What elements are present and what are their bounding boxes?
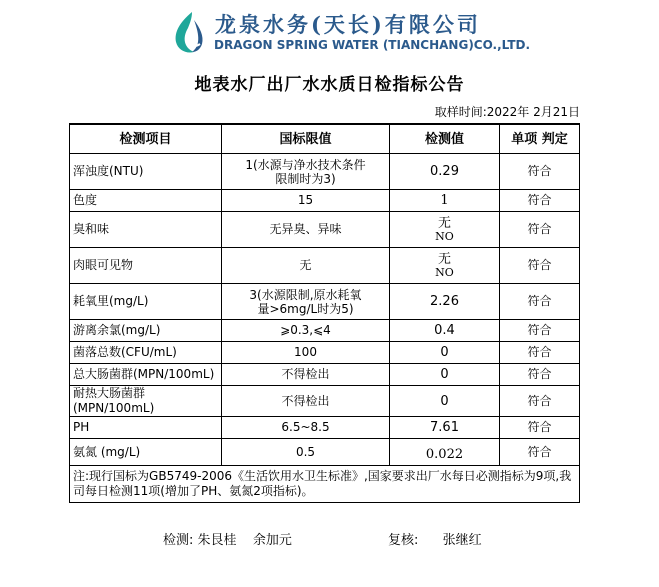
row-value: 0.29	[390, 154, 500, 190]
row-value-sub: NO	[435, 229, 454, 243]
row-value: 0	[390, 386, 500, 417]
table-row	[70, 417, 580, 439]
table-row	[70, 248, 580, 284]
row-limit: 0.5	[222, 439, 390, 466]
row-value: 7.61	[390, 417, 500, 439]
water-quality-table	[69, 123, 580, 503]
row-value: 0.4	[390, 320, 500, 342]
row-verdict: 符合	[500, 364, 580, 386]
row-item: 游离余氯(mg/L)	[70, 320, 222, 342]
row-limit-line: 1(水源与净水技术条件	[245, 157, 366, 172]
row-limit: ⩾0.3,⩽4	[222, 320, 390, 342]
row-item: 氨氮 (mg/L)	[70, 439, 222, 466]
row-limit-line: 3(水源限制,原水耗氧	[249, 287, 362, 302]
row-item: 肉眼可见物	[70, 248, 222, 284]
row-item: 浑浊度(NTU)	[70, 154, 222, 190]
row-limit	[222, 284, 390, 320]
row-item: 臭和味	[70, 212, 222, 248]
reviewer-name: 张继红	[442, 533, 482, 548]
header-verdict: 单项 判定	[500, 124, 580, 154]
row-verdict: 符合	[500, 320, 580, 342]
page-title: 地表水厂出厂水水质日检指标公告	[194, 75, 465, 95]
table-note: 注:现行国标为GB5749-2006《生活饮用水卫生标准》,国家要求出厂水每日必测指标为9项,我司每日检测11项(增加了PH、氨氮2项指标)。	[70, 466, 580, 503]
inspector-name: 朱艮桂	[197, 533, 237, 548]
row-limit: 无	[222, 248, 390, 284]
row-item: PH	[70, 417, 222, 439]
row-limit: 无异臭、异味	[222, 212, 390, 248]
row-value: 0	[390, 364, 500, 386]
row-verdict: 符合	[500, 386, 580, 417]
sample-time: 取样时间:2022年 2月21日	[434, 105, 580, 119]
company-name-cn: 龙泉水务(天长)有限公司	[215, 12, 481, 37]
table-row	[70, 320, 580, 342]
row-verdict: 符合	[500, 248, 580, 284]
row-limit-line: 限制时为3)	[275, 171, 336, 186]
table-row	[70, 439, 580, 466]
inspect-label: 检测:	[163, 533, 194, 548]
header-limit: 国标限值	[222, 124, 390, 154]
table-row	[70, 154, 580, 190]
row-item: 菌落总数(CFU/mL)	[70, 342, 222, 364]
row-limit: 不得检出	[222, 364, 390, 386]
header-value: 检测值	[390, 124, 500, 154]
table-row	[70, 212, 580, 248]
reviewer-block	[388, 529, 482, 548]
header-item: 检测项目	[70, 124, 222, 154]
inspector-block	[163, 529, 292, 548]
letterhead	[0, 0, 659, 62]
row-verdict: 符合	[500, 212, 580, 248]
table-row	[70, 386, 580, 417]
row-value-sub: NO	[435, 265, 454, 279]
water-drop-logo-icon	[170, 10, 210, 54]
row-verdict: 符合	[500, 417, 580, 439]
table-row	[70, 342, 580, 364]
row-limit: 100	[222, 342, 390, 364]
row-verdict: 符合	[500, 284, 580, 320]
row-limit: 15	[222, 190, 390, 212]
row-item: 色度	[70, 190, 222, 212]
table-header-row	[70, 124, 580, 154]
row-value	[390, 248, 500, 284]
row-limit	[222, 154, 390, 190]
company-name-en: DRAGON SPRING WATER (TIANCHANG)CO.,LTD.	[214, 38, 531, 52]
row-value	[390, 212, 500, 248]
row-value: 0	[390, 342, 500, 364]
row-value: 1	[390, 190, 500, 212]
row-limit: 6.5~8.5	[222, 417, 390, 439]
row-value: 2.26	[390, 284, 500, 320]
row-verdict: 符合	[500, 154, 580, 190]
table-row	[70, 190, 580, 212]
row-item: 耗氧里(mg/L)	[70, 284, 222, 320]
row-verdict: 符合	[500, 190, 580, 212]
row-value-main: 无	[437, 215, 451, 231]
row-verdict: 符合	[500, 342, 580, 364]
review-label: 复核:	[388, 533, 419, 548]
row-verdict: 符合	[500, 439, 580, 466]
row-limit-line: 量>6mg/L时为5)	[257, 301, 354, 316]
row-value: 0.022	[390, 439, 500, 466]
table-note-row	[70, 466, 580, 503]
table-row	[70, 364, 580, 386]
row-limit: 不得检出	[222, 386, 390, 417]
row-item: 耐热大肠菌群(MPN/100mL)	[70, 386, 222, 417]
row-value-main: 无	[437, 251, 451, 267]
table-row	[70, 284, 580, 320]
inspector-name: 余加元	[252, 533, 292, 548]
row-item: 总大肠菌群(MPN/100mL)	[70, 364, 222, 386]
